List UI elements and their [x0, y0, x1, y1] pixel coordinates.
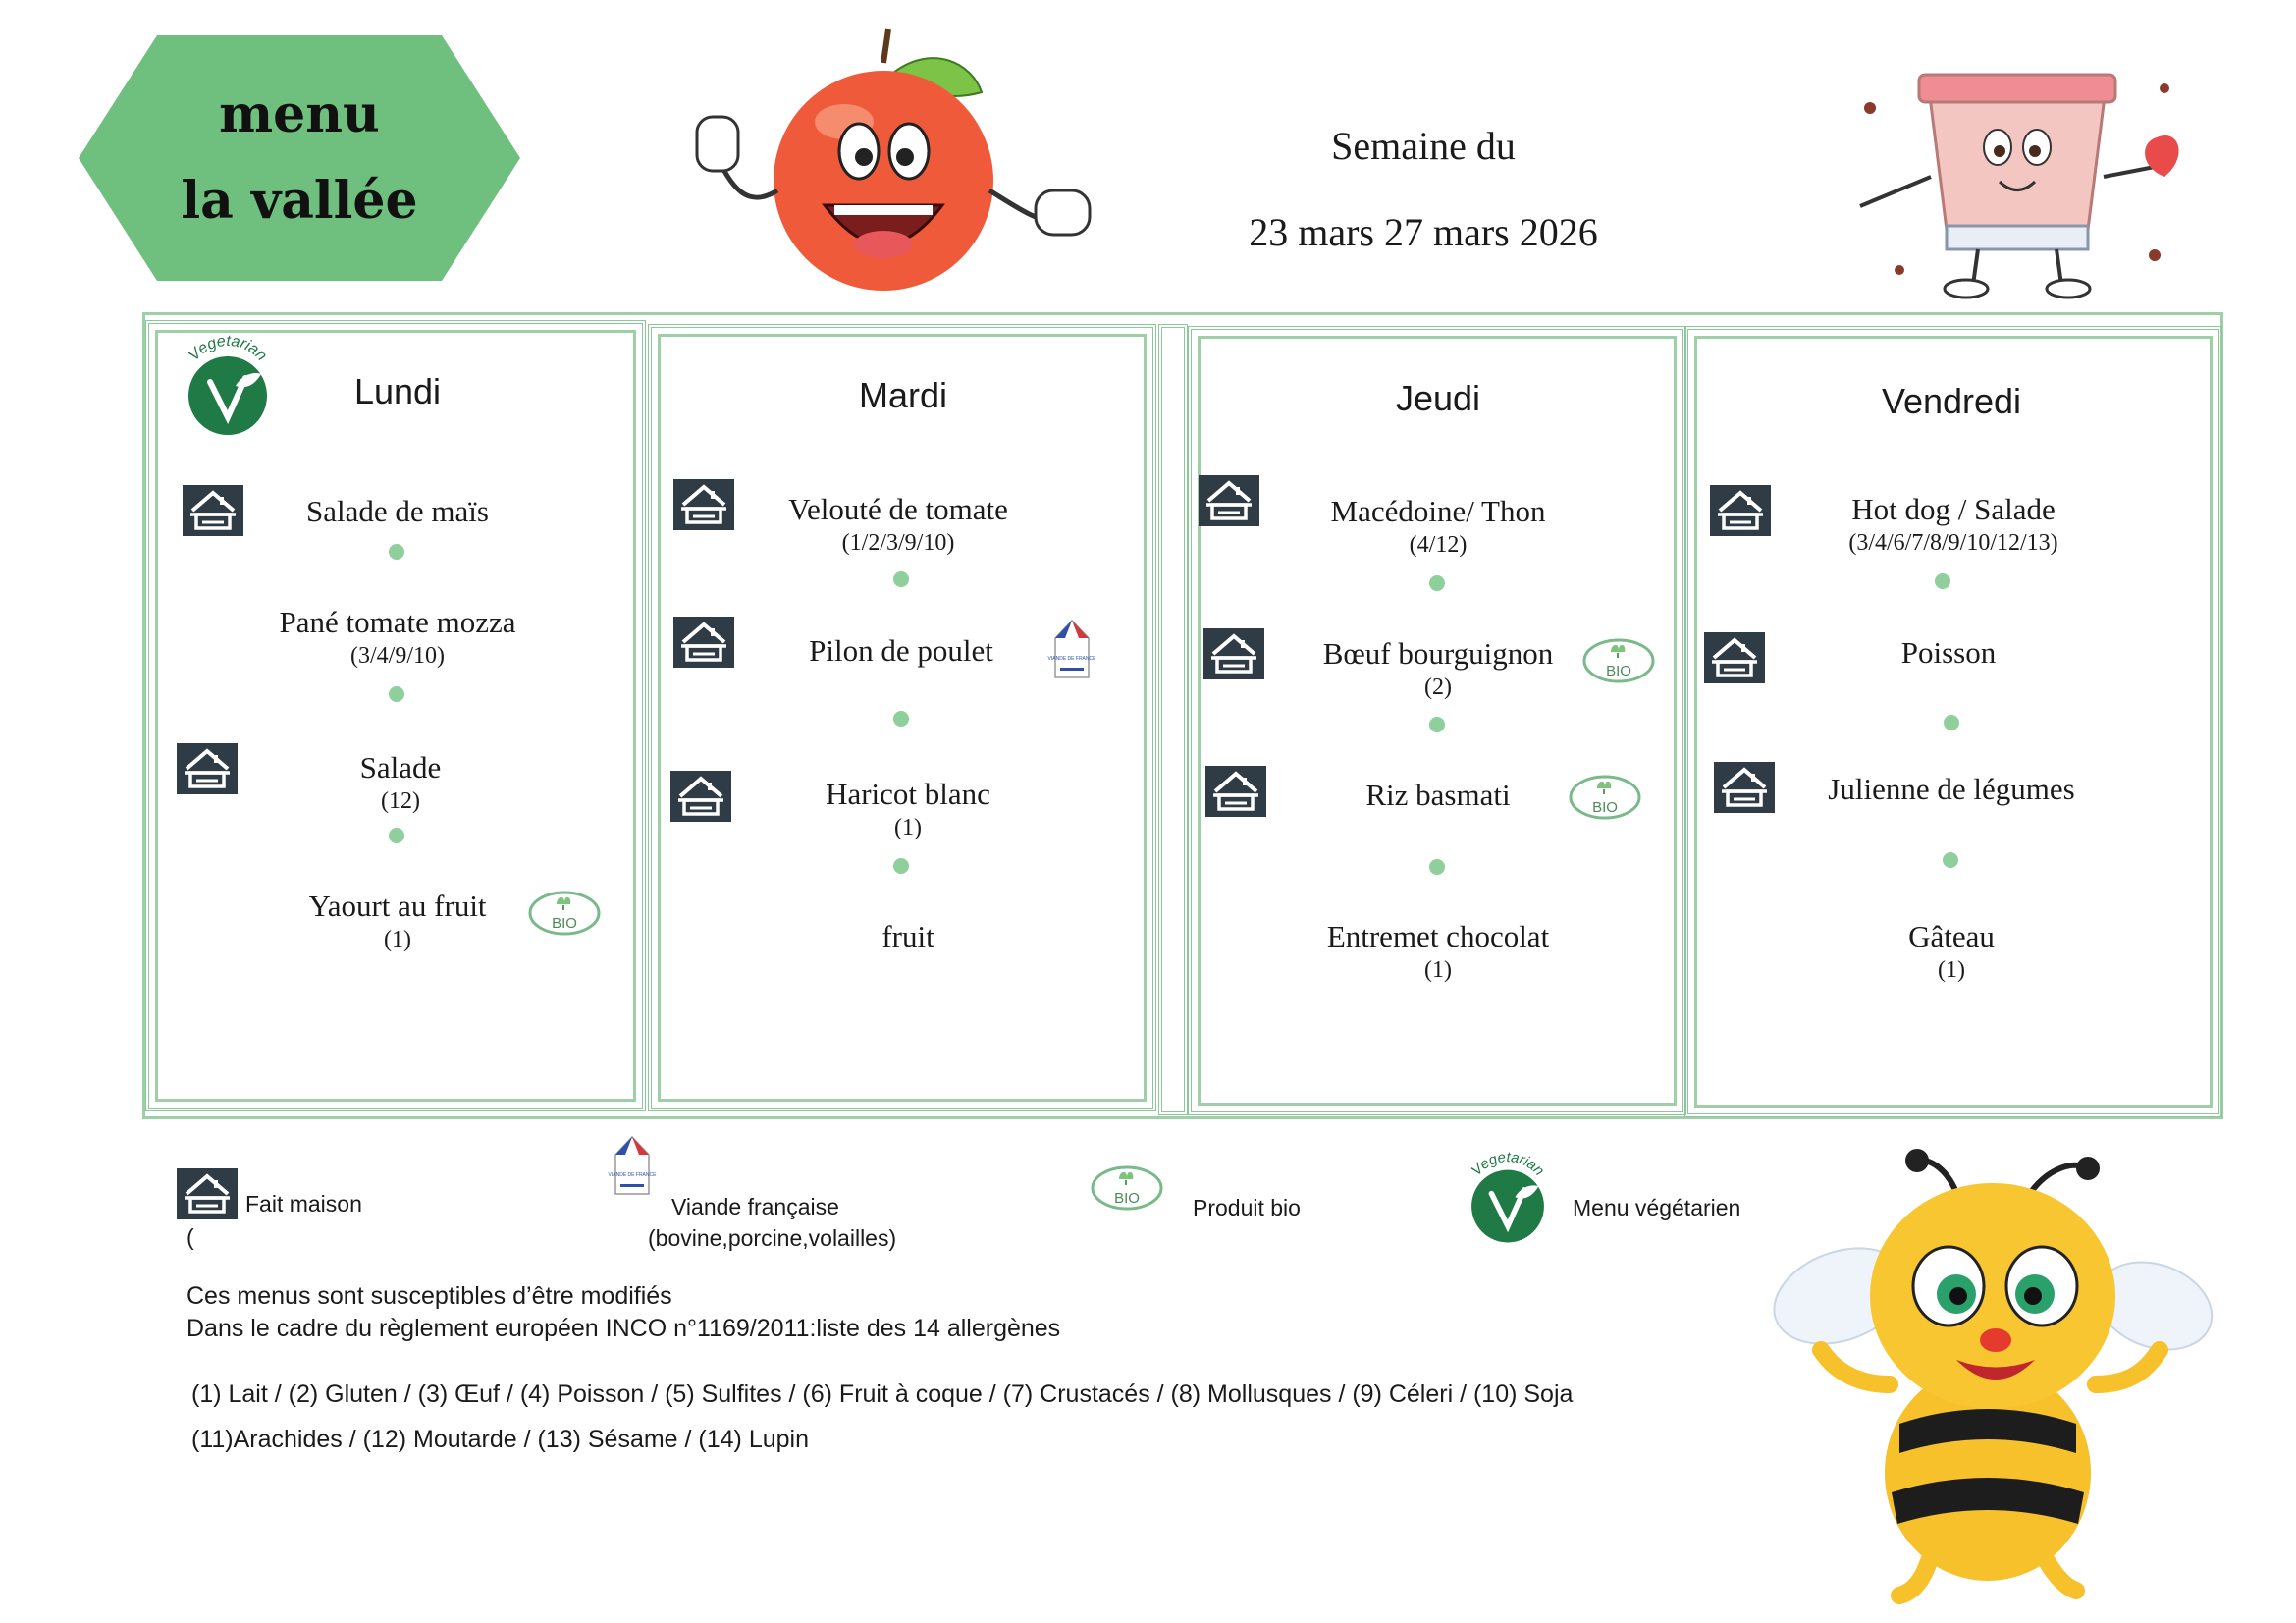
fait-maison-icon [177, 743, 238, 794]
dish-allergens: (3/4/6/7/8/9/10/12/13) [1848, 530, 2058, 556]
bee-mascot-icon [1782, 1139, 2214, 1610]
day-title-vendredi: Vendredi [1881, 381, 2022, 421]
notice-line-2: Dans le cadre du règlement européen INCO n°1169/2011:liste des 14 allergènes [187, 1315, 1061, 1342]
spacer-column [1158, 324, 1188, 1115]
fait-maison-icon [1710, 485, 1771, 536]
day-title-jeudi: Jeudi [1395, 378, 1481, 418]
dish-name: Poisson [1900, 635, 1997, 670]
dish-allergens: (4/12) [1409, 532, 1468, 558]
dish-name: Macédoine/ Thon [1330, 494, 1546, 528]
dish-name: Haricot blanc [826, 777, 990, 811]
fait-maison-icon [183, 485, 243, 536]
dish-name: Yaourt au fruit [308, 889, 487, 923]
separator-dot [1935, 573, 1950, 589]
separator-dot [389, 544, 404, 560]
notice-line-1: Ces menus sont susceptibles d’être modifiés [187, 1282, 672, 1310]
dish-vendredi-2 [1782, 634, 2115, 672]
dish-name: Pilon de poulet [809, 633, 993, 668]
week-dates: 23 mars 27 mars 2026 [1249, 210, 1598, 254]
legend-viande-title: Viande française [671, 1194, 839, 1219]
dish-mardi-4 [751, 918, 1065, 955]
bio-leaf-icon [1568, 773, 1642, 822]
legend-fait-maison-icon [177, 1168, 238, 1219]
dish-allergens: (1) [1424, 957, 1452, 983]
separator-dot [1429, 859, 1445, 875]
separator-dot [893, 858, 909, 874]
vegetarian-arc-text [173, 332, 283, 391]
dish-allergens: (1) [894, 815, 922, 840]
dish-lundi-2 [240, 604, 555, 671]
day-title-lundi: Lundi [353, 371, 442, 411]
dish-allergens: (1/2/3/9/10) [841, 530, 955, 556]
legend-fait-maison: Fait maison [245, 1191, 362, 1217]
fait-maison-icon [673, 617, 734, 668]
legend-vegetarian-arc-text [1457, 1149, 1559, 1204]
separator-dot [1429, 575, 1445, 591]
legend-bio-icon [1090, 1163, 1164, 1213]
viande-francaise-icon [1047, 617, 1096, 681]
dish-name: Hot dog / Salade [1851, 492, 2056, 526]
dish-name: Bœuf bourguignon [1322, 636, 1554, 671]
fait-maison-icon [670, 771, 731, 822]
dish-mardi-1 [741, 491, 1055, 558]
dish-lundi-1 [240, 493, 555, 530]
dish-allergens: (3/4/9/10) [350, 643, 445, 669]
svg-text:Vegetarian: Vegetarian [186, 332, 270, 365]
dish-name: Entremet chocolat [1326, 919, 1550, 953]
svg-text:Vegetarian: Vegetarian [1468, 1150, 1547, 1180]
dish-name: Gâteau [1908, 919, 1995, 953]
allergen-list-line-1: (1) Lait / (2) Gluten / (3) Œuf / (4) Poisson / (5) Sulfites / (6) Fruit à coque / (7) Crustacés / (8) Mollusques / (9) Céleri / (10) Soja [191, 1380, 1574, 1408]
allergen-list-line-2: (11)Arachides / (12) Moutarde / (13) Sésame / (14) Lupin [191, 1426, 809, 1453]
dish-jeudi-3 [1281, 777, 1595, 814]
separator-dot [389, 828, 404, 843]
bio-leaf-icon [1581, 636, 1656, 685]
fait-maison-icon [1704, 632, 1765, 683]
week-label: Semaine du [1331, 124, 1516, 168]
dish-allergens: (12) [381, 788, 420, 814]
apple-mascot-icon [687, 24, 1099, 298]
allergen-list [191, 1372, 1723, 1462]
legend-viande-icon [608, 1133, 657, 1198]
menu-title-line2: la vallée [181, 171, 418, 231]
dish-name: Pané tomate mozza [279, 605, 516, 639]
dish-name: Velouté de tomate [788, 492, 1008, 526]
dish-allergens: (1) [1938, 957, 1965, 983]
day-title-mardi: Mardi [858, 375, 948, 415]
dish-jeudi-1 [1281, 493, 1595, 560]
fait-maison-icon [1203, 628, 1264, 679]
dish-mardi-2 [744, 632, 1058, 670]
legend-viande-detail: (bovine,porcine,volailles) [648, 1225, 897, 1251]
menu-title [79, 35, 520, 281]
separator-dot [893, 571, 909, 587]
week-info [1158, 103, 1688, 276]
separator-dot [1429, 717, 1445, 732]
notice-block [187, 1280, 1659, 1345]
fait-maison-icon [1205, 766, 1266, 817]
svg-text:BIO: BIO [1114, 1190, 1140, 1207]
dish-name: Salade [359, 750, 442, 784]
dish-jeudi-4 [1281, 918, 1595, 985]
svg-text:VIANDE DE FRANCE: VIANDE DE FRANCE [1047, 656, 1096, 662]
legend-viande-francaise [648, 1191, 896, 1254]
separator-dot [1943, 852, 1958, 868]
separator-dot [1944, 715, 1959, 730]
bio-leaf-icon [527, 889, 602, 938]
dish-vendredi-3 [1785, 771, 2118, 808]
dish-name: Julienne de légumes [1828, 772, 2075, 806]
legend-produit-bio: Produit bio [1193, 1195, 1301, 1220]
menu-title-line1: menu [219, 84, 380, 144]
svg-text:BIO: BIO [552, 915, 577, 932]
legend-menu-vegetarien: Menu végétarien [1573, 1195, 1741, 1220]
dish-name: Riz basmati [1365, 778, 1511, 812]
legend-fait-maison-extra: ( [187, 1224, 194, 1250]
separator-dot [389, 686, 404, 702]
dish-jeudi-2 [1281, 635, 1595, 702]
fait-maison-icon [673, 479, 734, 530]
dish-name: Salade de maïs [306, 494, 489, 528]
dish-mardi-3 [751, 776, 1065, 842]
separator-dot [893, 711, 909, 727]
dish-vendredi-1 [1787, 491, 2120, 558]
dish-allergens: (2) [1424, 675, 1452, 700]
dish-name: fruit [881, 919, 934, 953]
svg-text:VIANDE DE FRANCE: VIANDE DE FRANCE [608, 1172, 657, 1178]
svg-text:BIO: BIO [1606, 663, 1631, 679]
dish-vendredi-4 [1785, 918, 2118, 985]
dish-lundi-4 [240, 888, 555, 954]
yogurt-mascot-icon [1841, 49, 2194, 304]
fait-maison-icon [1199, 475, 1259, 526]
dish-lundi-3 [243, 749, 558, 816]
fait-maison-icon [1714, 762, 1775, 813]
svg-text:BIO: BIO [1592, 799, 1618, 816]
dish-allergens: (1) [384, 927, 411, 952]
